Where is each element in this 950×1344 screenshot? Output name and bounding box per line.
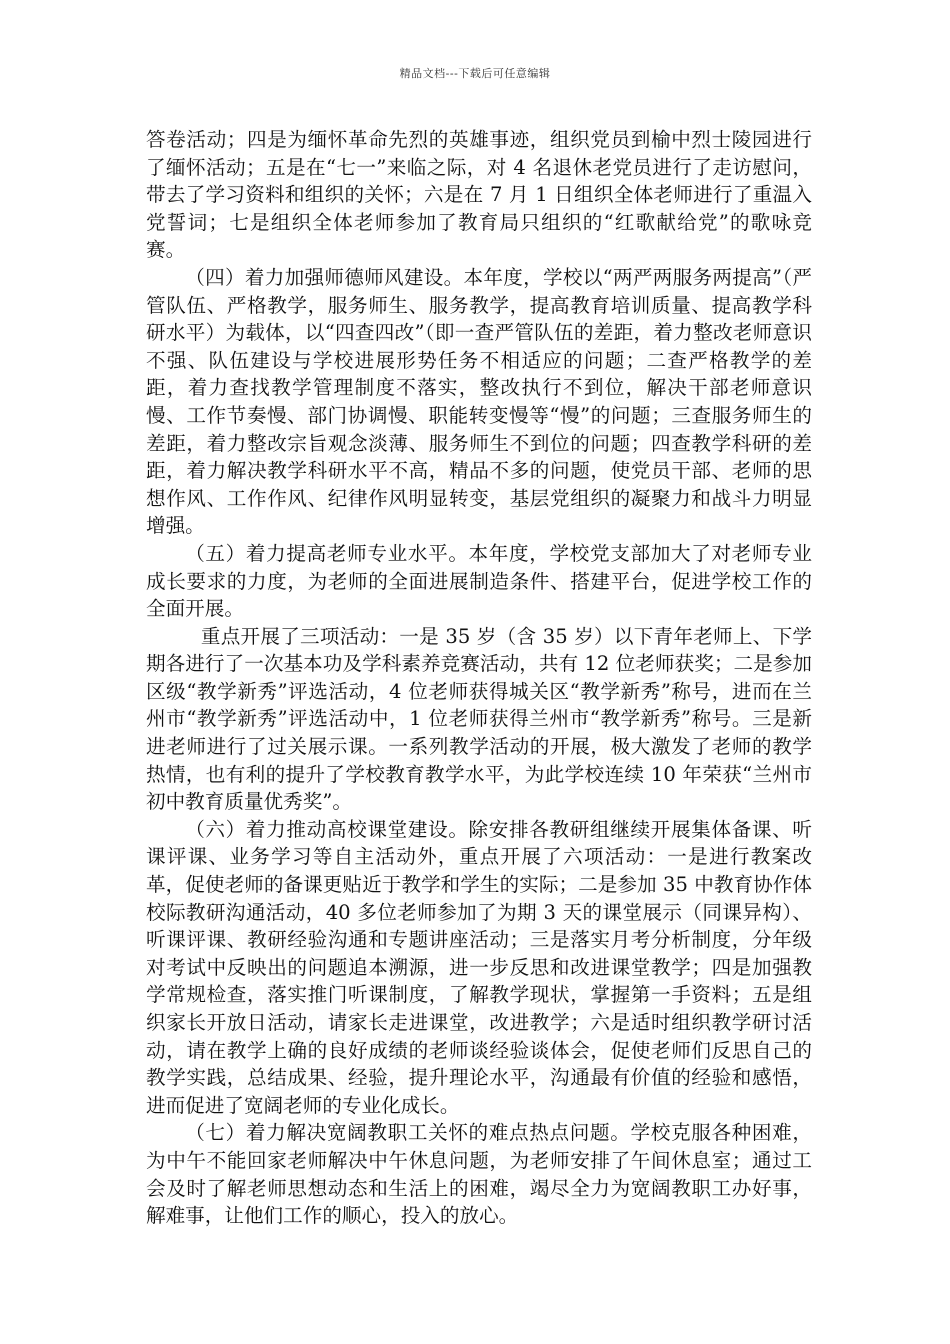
paragraph-activities: 重点开展了三项活动：一是 35 岁（含 35 岁）以下青年老师上、下学期各进行了一次基本功及学科素养竞赛活动，共有 12 位老师获奖；二是参加区级“教学新秀”评选活动，4 位老师获得城关区“教学新秀”称号，进而在兰州市“教学新秀”评选活动中，1 位老师获得兰州市“教学新秀”称号。三是新进老师进行了过关展示课。一系列教学活动的开展，极大激发了老师的教学热情，也有利的提升了学校教育教学水平，为此学校连续 10 年荣获“兰州市初中教育质量优秀奖”。: [146, 624, 812, 814]
paragraph-continued: 答卷活动；四是为缅怀革命先烈的英雄事迹，组织党员到榆中烈士陵园进行了缅怀活动；五是在“七一”来临之际，对 4 名退休老党员进行了走访慰问，带去了学习资料和组织的关怀；六是在 7 月 1 日组织全体老师进行了重温入党誓词；七是组织全体老师参加了教育局只组织的“红歌献给党”的歌咏竞赛。: [146, 128, 812, 262]
paragraph-section-5: （五）着力提高老师专业水平。本年度，学校党支部加大了对老师专业成长要求的力度，为老师的全面进展制造条件、搭建平台，促进学校工作的全面开展。: [146, 541, 812, 621]
page-header: 精品文档---下载后可任意编辑: [399, 67, 551, 80]
paragraph-section-6: （六）着力推动高校课堂建设。除安排各教研组继续开展集体备课、听课评课、业务学习等自主活动外，重点开展了六项活动：一是进行教案改革，促使老师的备课更贴近于教学和学生的实际；二是参加 35 中教育协作体校际教研沟通活动，40 多位老师参加了为期 3 天的课堂展示（同课异构）、听课评课、教研经验沟通和专题讲座活动；三是落实月考分析制度，分年级对考试中反映出的问题追本溯源，进一步反思和改进课堂教学；四是加强教学常规检查，落实推门听课制度，了解教学现状，掌握第一手资料；五是组织家长开放日活动，请家长走进课堂，改进教学；六是适时组织教学研讨活动，请在教学上确的良好成绩的老师谈经验谈体会，促使老师们反思自己的教学实践，总结成果、经验，提升理论水平，沟通最有价值的经验和感悟，进而促进了宽阔老师的专业化成长。: [146, 817, 812, 1117]
document-body: [146, 126, 812, 1230]
paragraph-section-4: （四）着力加强师德师风建设。本年度，学校以“两严两服务两提高”（严管队伍、严格教学，服务师生、服务教学，提高教育培训质量、提高教学科研水平）为载体，以“四查四改”（即一查严管队伍的差距，着力整改老师意识不强、队伍建设与学校进展形势任务不相适应的问题；二查严格教学的差距，着力查找教学管理制度不落实，整改执行不到位，解决干部老师意识慢、工作节奏慢、部门协调慢、职能转变慢等“慢”的问题；三查服务师生的差距，着力整改宗旨观念淡薄、服务师生不到位的问题；四查教学科研的差距，着力解决教学科研水平不高，精品不多的问题，使党员干部、老师的思想作风、工作作风、纪律作风明显转变，基层党组织的凝聚力和战斗力明显增强。: [146, 265, 812, 538]
paragraph-section-7: （七）着力解决宽阔教职工关怀的难点热点问题。学校克服各种困难，为中午不能回家老师解决中午休息问题，为老师安排了午间休息室；通过工会及时了解老师思想动态和生活上的困难，竭尽全力为宽阔教职工办好事，解难事，让他们工作的顺心，投入的放心。: [146, 1121, 812, 1228]
